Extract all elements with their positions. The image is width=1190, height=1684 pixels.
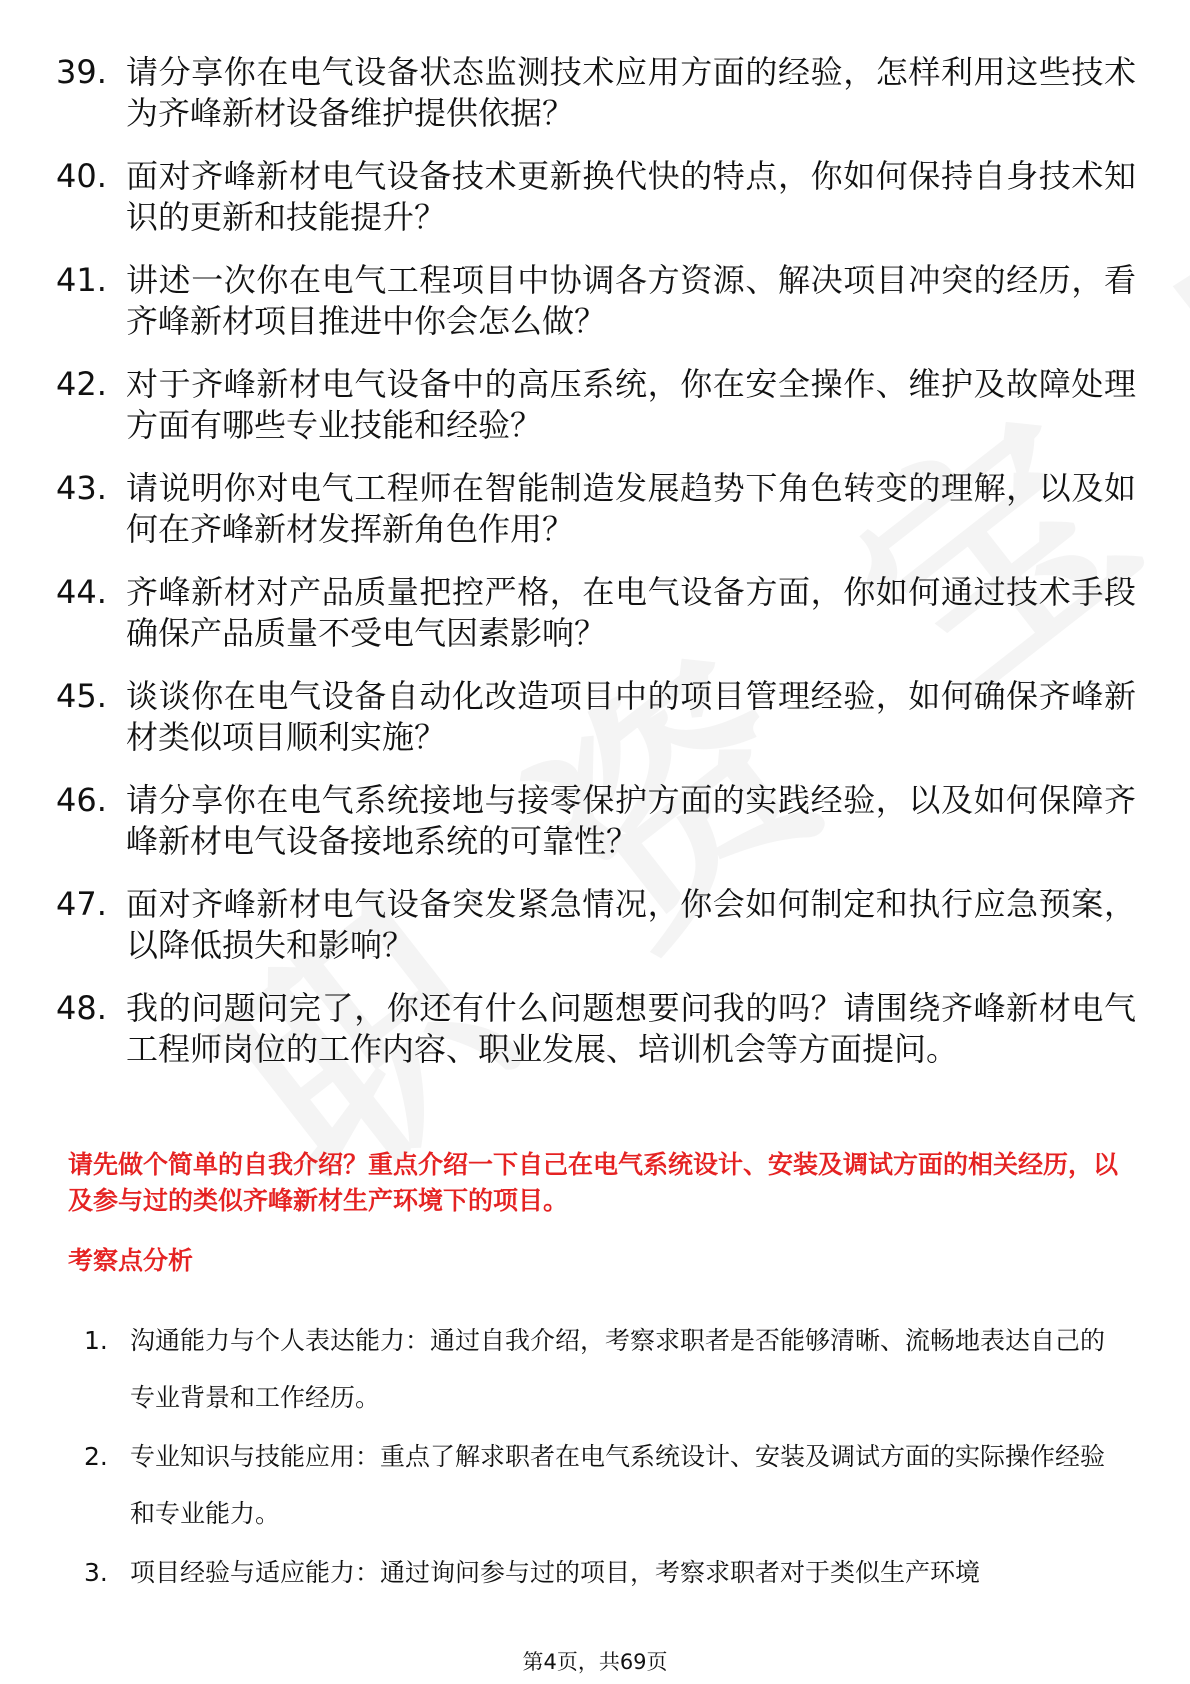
analysis-number: 2. (84, 1442, 108, 1471)
analysis-list (78, 1312, 1128, 1603)
question-text: 对于齐峰新材电气设备中的高压系统，你在安全操作、维护及故障处理方面有哪些专业技能和经验？ (126, 365, 1136, 444)
question-item (56, 572, 1136, 654)
question-text: 我的问题问完了，你还有什么问题想要问我的吗？请围绕齐峰新材电气工程师岗位的工作内容、职业发展、培训机会等方面提问。 (126, 989, 1136, 1068)
question-list (56, 52, 1136, 1092)
analysis-text: 项目经验与适应能力：通过询问参与过的项目，考察求职者对于类似生产环境 (130, 1558, 981, 1587)
question-item (56, 780, 1136, 862)
analysis-text: 专业知识与技能应用：重点了解求职者在电气系统设计、安装及调试方面的实际操作经验和专业能力。 (130, 1442, 1106, 1528)
question-number: 41. (56, 261, 107, 299)
question-number: 44. (56, 573, 107, 611)
question-item (56, 364, 1136, 446)
question-number: 42. (56, 365, 107, 403)
analysis-item (78, 1312, 1128, 1426)
analysis-text: 沟通能力与个人表达能力：通过自我介绍，考察求职者是否能够清晰、流畅地表达自己的专业背景和工作经历。 (130, 1326, 1106, 1412)
question-text: 面对齐峰新材电气设备突发紧急情况，你会如何制定和执行应急预案，以降低损失和影响？ (126, 885, 1136, 964)
question-text: 请说明你对电气工程师在智能制造发展趋势下角色转变的理解，以及如何在齐峰新材发挥新角色作用？ (126, 469, 1136, 548)
question-number: 40. (56, 157, 107, 195)
analysis-number: 1. (84, 1326, 108, 1355)
question-item (56, 676, 1136, 758)
question-text: 讲述一次你在电气工程项目中协调各方资源、解决项目冲突的经历，看齐峰新材项目推进中你会怎么做？ (126, 261, 1136, 340)
question-item (56, 52, 1136, 134)
page-footer: 第4页，共69页 (522, 1650, 668, 1674)
question-number: 48. (56, 989, 107, 1027)
featured-question: 请先做个简单的自我介绍？重点介绍一下自己在电气系统设计、安装及调试方面的相关经历，以及参与过的类似齐峰新材生产环境下的项目。 (68, 1150, 1119, 1215)
question-text: 请分享你在电气系统接地与接零保护方面的实践经验，以及如何保障齐峰新材电气设备接地系统的可靠性？ (126, 781, 1136, 860)
analysis-number: 3. (84, 1558, 108, 1587)
analysis-item (78, 1428, 1128, 1542)
analysis-item (78, 1544, 1128, 1601)
question-item (56, 988, 1136, 1070)
question-item (56, 884, 1136, 966)
question-item (56, 156, 1136, 238)
question-number: 43. (56, 469, 107, 507)
question-number: 47. (56, 885, 107, 923)
question-number: 45. (56, 677, 107, 715)
question-text: 齐峰新材对产品质量把控严格，在电气设备方面，你如何通过技术手段确保产品质量不受电气因素影响？ (126, 573, 1136, 652)
question-text: 谈谈你在电气设备自动化改造项目中的项目管理经验，如何确保齐峰新材类似项目顺利实施？ (126, 677, 1136, 756)
analysis-heading: 考察点分析 (68, 1246, 194, 1275)
question-item (56, 468, 1136, 550)
question-number: 39. (56, 53, 107, 91)
question-number: 46. (56, 781, 107, 819)
question-text: 面对齐峰新材电气设备技术更新换代快的特点，你如何保持自身技术知识的更新和技能提升？ (126, 157, 1136, 236)
question-item (56, 260, 1136, 342)
question-text: 请分享你在电气设备状态监测技术应用方面的经验，怎样利用这些技术为齐峰新材设备维护提供依据？ (126, 53, 1136, 132)
